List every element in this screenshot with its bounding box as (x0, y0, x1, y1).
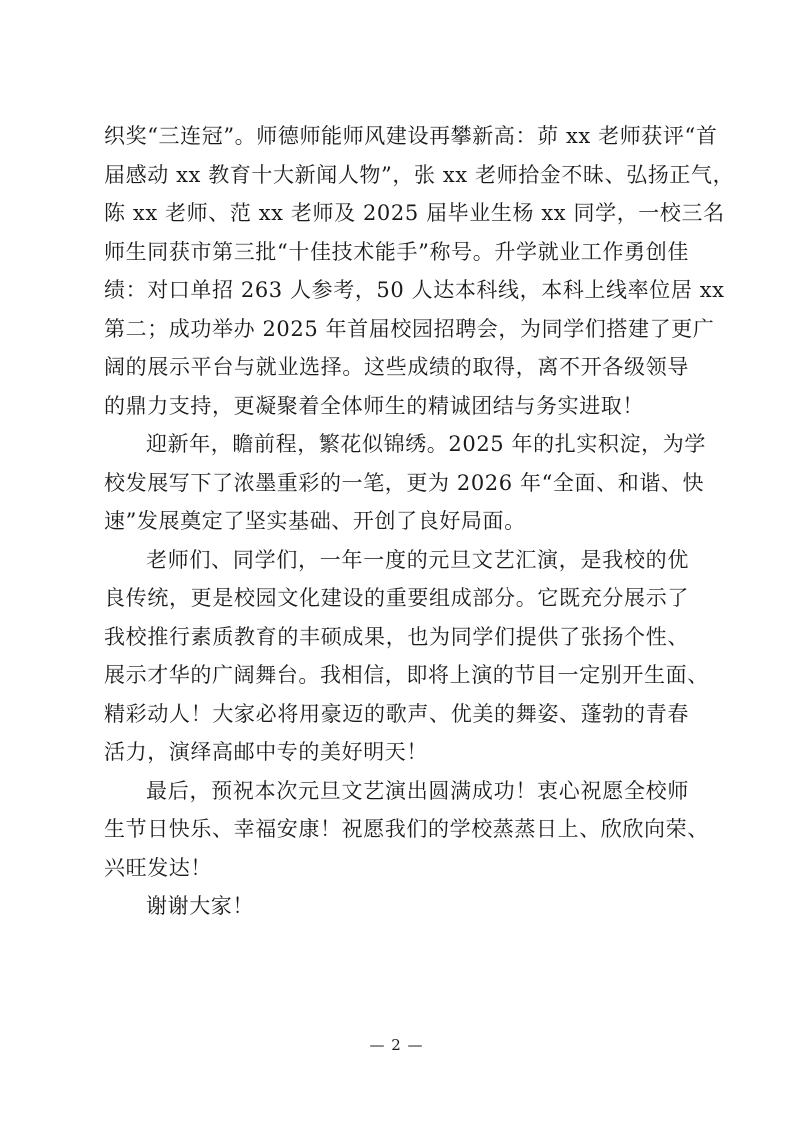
paragraph-first-line: 最后，预祝本次元旦文艺演出圆满成功！衷心祝愿全校师 (146, 778, 689, 803)
text-line: 良传统，更是校园文化建设的重要组成部分。它既充分展示了 (104, 586, 689, 610)
text-line: 的鼎力支持，更凝聚着全体师生的精诚团结与务实进取！ (104, 393, 644, 418)
text-line: 展示才华的广阔舞台。我相信，即将上演的节目一定别开生面、 (104, 663, 709, 687)
text-line: 速”发展奠定了坚实基础、开创了良好局面。 (104, 509, 526, 533)
paragraph-first-line: 老师们、同学们，一年一度的元旦文艺汇演，是我校的优 (146, 547, 689, 572)
text-line: 第二；成功举办 2025 年首届校园招聘会，为同学们搭建了更广 (104, 316, 715, 341)
text-line: 织奖“三连冠”。师德师能师风建设再攀新高：茆 xx 老师获评“首 (104, 124, 718, 148)
text-line: 活力，演绎高邮中专的美好明天！ (104, 740, 428, 764)
text-line: 兴旺发达！ (104, 855, 212, 880)
paragraph-first-line: 迎新年，瞻前程，繁花似锦绣。2025 年的扎实积淀，为学 (146, 432, 706, 456)
text-line: 校发展写下了浓墨重彩的一笔，更为 2026 年“全面、和谐、快 (104, 470, 705, 495)
text-line: 届感动 xx 教育十大新闻人物”，张 xx 老师拾金不昧、弘扬正气， (104, 162, 735, 187)
text-line: 陈 xx 老师、范 xx 老师及 2025 届毕业生杨 xx 同学，一校三名 (104, 201, 725, 225)
page-number: — 2 — (369, 1036, 424, 1054)
text-line: 生节日快乐、幸福安康！祝愿我们的学校蒸蒸日上、欣欣向荣、 (104, 817, 709, 841)
text-line: 阔的展示平台与就业选择。这些成绩的取得，离不开各级领导 (104, 355, 689, 379)
text-line: 师生同获市第三批“十佳技术能手”称号。升学就业工作勇创佳 (104, 239, 689, 264)
document-body (104, 117, 735, 926)
text-line: 绩：对口单招 263 人参考，50 人达本科线，本科上线率位居 xx (104, 278, 725, 302)
text-line: 我校推行素质教育的丰硕成果，也为同学们提供了张扬个性、 (104, 624, 689, 649)
closing-line: 谢谢大家！ (146, 894, 254, 918)
text-line: 精彩动人！大家必将用豪迈的歌声、优美的舞姿、蓬勃的青春 (104, 701, 689, 726)
